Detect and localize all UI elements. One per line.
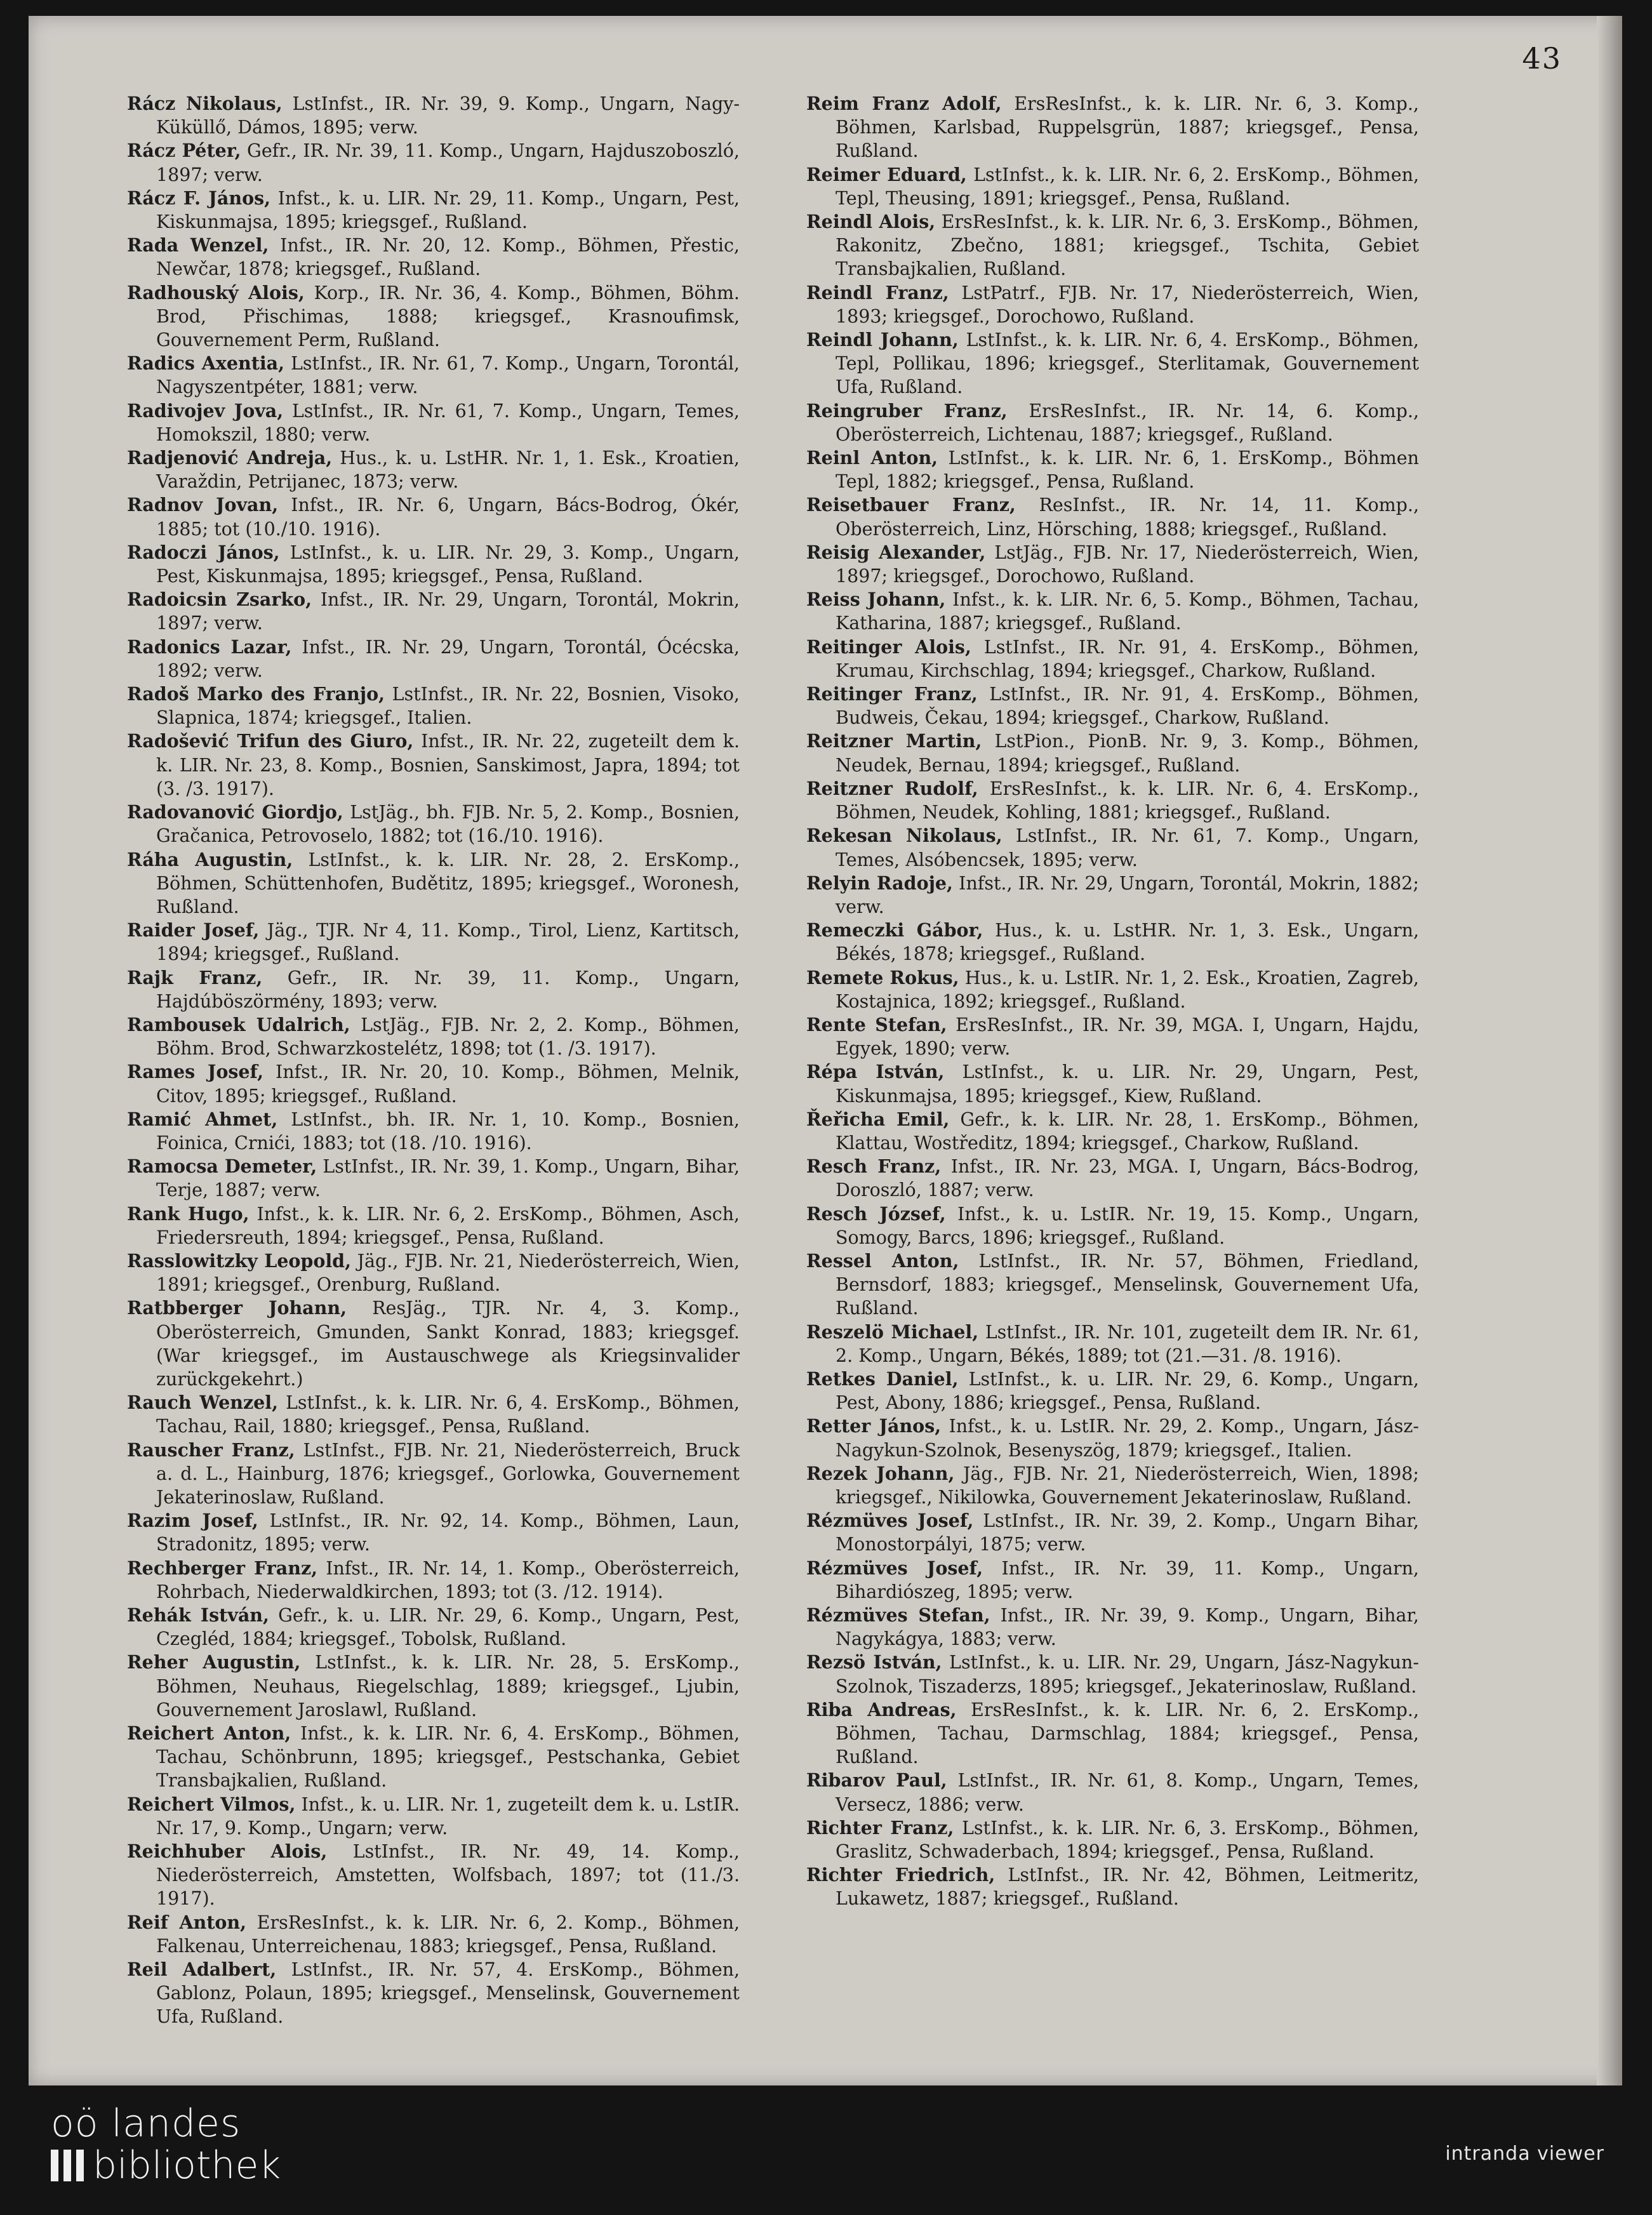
- entry-details: LstPatrf., FJB. Nr. 17, Niederösterreich, Wien, 1893; kriegsgef., Dorochowo, Rußland.: [836, 282, 1419, 327]
- register-entry: [127, 352, 740, 399]
- entry-details: ErsResInfst., k. k. LIR. Nr. 6, 2. ErsKomp., Böhmen, Tachau, Darmschlag, 1884; kriegsgef., Pensa, Rußland.: [836, 1699, 1419, 1768]
- register-entry: [806, 1367, 1419, 1414]
- document-page: [29, 16, 1622, 2085]
- register-entry: [806, 1816, 1419, 1863]
- page-number: 43: [1522, 41, 1562, 76]
- register-entry: [127, 1793, 740, 1840]
- register-entry: [806, 682, 1419, 729]
- register-entry: [806, 1414, 1419, 1461]
- viewer-label[interactable]: intranda viewer: [1445, 2143, 1604, 2165]
- register-entry: [806, 1202, 1419, 1249]
- entry-name: Reinl Anton,: [806, 447, 938, 469]
- entry-details: Infst., k. u. LstIR. Nr. 19, 15. Komp., Ungarn, Somogy, Barcs, 1896; kriegsgef., Rußland.: [836, 1203, 1419, 1248]
- entry-details: LstInfst., IR. Nr. 91, 4. ErsKomp., Böhmen, Krumau, Kirchschlag, 1894; kriegsgef., Charkow, Rußland.: [836, 636, 1419, 681]
- entry-details: Gefr., k. u. LIR. Nr. 29, 6. Komp., Ungarn, Pest, Czegléd, 1884; kriegsgef., Tobolsk, Rußland.: [156, 1605, 740, 1650]
- entry-details: ErsResInfst., k. k. LIR. Nr. 6, 3. ErsKomp., Böhmen, Rakonitz, Zbečno, 1881; kriegsgef., Tschita, Gebiet Transbajkalien, Rußland.: [836, 211, 1419, 280]
- register-entry: [127, 1202, 740, 1249]
- register-entry: [127, 1604, 740, 1651]
- logo-line-2-wrapper: [51, 2145, 281, 2186]
- register-entry: [127, 1391, 740, 1438]
- entry-details: LstInfst., IR. Nr. 57, 4. ErsKomp., Böhmen, Gablonz, Polaun, 1895; kriegsgef., Menselinsk, Gouvernement Ufa, Rußland.: [156, 1959, 740, 2028]
- entry-details: ErsResInfst., k. k. LIR. Nr. 6, 2. Komp., Böhmen, Falkenau, Unterreichenau, 1883; kriegsgef., Pensa, Rußland.: [156, 1912, 740, 1957]
- entry-details: LstInfst., IR. Nr. 39, 9. Komp., Ungarn, Nagy-Küküllő, Dámos, 1895; verw.: [156, 93, 740, 138]
- entry-name: Ramocsa Demeter,: [127, 1155, 317, 1178]
- entry-name: Reszelö Michael,: [806, 1320, 979, 1343]
- entry-name: Resch Franz,: [806, 1155, 942, 1178]
- register-entry: [806, 966, 1419, 1013]
- entry-details: Infst., IR. Nr. 39, 9. Komp., Ungarn, Bihar, Nagykágya, 1883; verw.: [836, 1605, 1419, 1650]
- entry-name: Ressel Anton,: [806, 1249, 959, 1272]
- register-entry: [127, 1060, 740, 1107]
- entry-name: Rajk Franz,: [127, 966, 263, 988]
- register-entry: [127, 729, 740, 801]
- entry-details: LstInfst., IR. Nr. 91, 4. ErsKomp., Böhmen, Budweis, Čekau, 1894; kriegsgef., Charkow, Rußland.: [836, 684, 1419, 729]
- entry-name: Rezsö István,: [806, 1651, 942, 1673]
- entry-details: Infst., IR. Nr. 20, 12. Komp., Böhmen, Přestic, Newčar, 1878; kriegsgef., Rußland.: [156, 235, 740, 280]
- entry-name: Ribarov Paul,: [806, 1769, 947, 1792]
- entry-details: LstInfst., k. k. LIR. Nr. 28, 2. ErsKomp., Böhmen, Schüttenhofen, Budětitz, 1895; kriegsgef., Woronesh, Rußland.: [156, 849, 740, 917]
- entry-name: Répa István,: [806, 1061, 945, 1083]
- entry-details: LstInfst., IR. Nr. 92, 14. Komp., Böhmen, Laun, Stradonitz, 1895; verw.: [156, 1510, 740, 1555]
- entry-name: Reif Anton,: [127, 1911, 247, 1933]
- entry-details: LstInfst., k. k. LIR. Nr. 6, 4. ErsKomp., Böhmen, Tachau, Rail, 1880; kriegsgef., Pensa, Rußland.: [156, 1392, 740, 1437]
- page-gutter: [1597, 16, 1622, 2085]
- entry-name: Rezek Johann,: [806, 1462, 955, 1484]
- entry-details: Hus., k. u. LstHR. Nr. 1, 3. Esk., Ungarn, Békés, 1878; kriegsgef., Rußland.: [836, 920, 1420, 965]
- entry-details: Infst., k. k. LIR. Nr. 6, 5. Komp., Böhmen, Tachau, Katharina, 1887; kriegsgef., Rußland.: [836, 589, 1420, 634]
- register-entry: [806, 1557, 1419, 1604]
- entry-name: Radošević Trifun des Giuro,: [127, 730, 414, 752]
- left-column: [127, 92, 740, 2029]
- register-entry: [127, 1911, 740, 1958]
- register-entry: [127, 1296, 740, 1391]
- entry-name: Radhouský Alois,: [127, 281, 305, 303]
- entry-details: LstInfst., k. k. LIR. Nr. 6, 4. ErsKomp., Böhmen, Tepl, Pollikau, 1896; kriegsgef., Sterlitamak, Gouvernement Ufa, Rußland.: [836, 329, 1419, 398]
- entry-details: LstInfst., k. k. LIR. Nr. 6, 1. ErsKomp., Böhmen Tepl, 1882; kriegsgef., Pensa, Rußland.: [836, 448, 1419, 493]
- register-entry: [127, 187, 740, 234]
- entry-details: Infst., IR. Nr. 29, Ungarn, Torontál, Mokrin, 1897; verw.: [156, 589, 740, 634]
- entry-name: Rácz Nikolaus,: [127, 93, 283, 114]
- register-entry: [806, 1320, 1419, 1367]
- entry-name: Radoš Marko des Franjo,: [127, 683, 385, 705]
- entry-name: Remete Rokus,: [806, 966, 959, 988]
- register-entry: [127, 1249, 740, 1296]
- entry-details: Korp., IR. Nr. 36, 4. Komp., Böhmen, Böhm. Brod, Přischimas, 1888; kriegsgef., Krasnoufimsk, Gouvernement Perm, Rußland.: [156, 282, 740, 351]
- entry-name: Reiss Johann,: [806, 589, 946, 611]
- entry-name: Radjenović Andreja,: [127, 447, 333, 469]
- entry-details: LstInfst., k. u. LIR. Nr. 29, 6. Komp., Ungarn, Pest, Abony, 1886; kriegsgef., Pensa, Rußland.: [836, 1368, 1419, 1414]
- entry-details: LstInfst., FJB. Nr. 21, Niederösterreich, Bruck a. d. L., Hainburg, 1876; kriegsgef., Gorlowka, Gouvernement Jekaterinoslaw, Rußland.: [156, 1439, 740, 1508]
- entry-name: Reichert Vilmos,: [127, 1793, 296, 1815]
- entry-details: Hus., k. u. LstHR. Nr. 1, 1. Esk., Kroatien, Varaždin, Petrijanec, 1873; verw.: [156, 448, 740, 493]
- register-entry: [127, 682, 740, 729]
- entry-name: Reim Franz Adolf,: [806, 93, 1002, 114]
- register-entry: [806, 1604, 1419, 1651]
- logo-bars-icon: [51, 2150, 84, 2181]
- entry-details: LstInfst., IR. Nr. 61, 7. Komp., Ungarn, Temes, Homokszil, 1880; verw.: [156, 400, 740, 445]
- register-entry: [806, 1060, 1419, 1107]
- entry-details: LstPion., PionB. Nr. 9, 3. Komp., Böhmen, Neudek, Bernau, 1894; kriegsgef., Rußland.: [836, 731, 1420, 776]
- entry-details: ResJäg., TJR. Nr. 4, 3. Komp., Oberösterreich, Gmunden, Sankt Konrad, 1883; kriegsgef. (War kriegsgef., im Austauschwege als Kriegsinvalider zurückgekehrt.): [156, 1298, 740, 1390]
- entry-name: Rekesan Nikolaus,: [806, 825, 1003, 847]
- register-entry: [806, 1769, 1419, 1816]
- register-entry: [806, 446, 1419, 493]
- register-entry: [127, 1013, 740, 1060]
- entry-details: LstInfst., bh. IR. Nr. 1, 10. Komp., Bosnien, Foinica, Crnići, 1883; tot (18. /10. 1916).: [156, 1108, 740, 1154]
- entry-name: Reher Augustin,: [127, 1651, 301, 1673]
- entry-details: LstInfst., k. u. LIR. Nr. 29, 3. Komp., Ungarn, Pest, Kiskunmajsa, 1895; kriegsgef., Pensa, Rußland.: [156, 542, 740, 587]
- entry-name: Retter János,: [806, 1415, 942, 1437]
- register-entry: [127, 1840, 740, 1911]
- register-entry: [806, 92, 1419, 163]
- register-entry: [127, 234, 740, 281]
- register-entry: [127, 635, 740, 682]
- entry-name: Rehák István,: [127, 1604, 269, 1626]
- register-entry: [127, 848, 740, 919]
- entry-details: Gefr., IR. Nr. 39, 11. Komp., Ungarn, Hajdúböszörmény, 1893; verw.: [156, 967, 740, 1012]
- entry-name: Radovanović Giordjo,: [127, 801, 343, 823]
- register-entry: [127, 281, 740, 352]
- register-entry: [806, 1509, 1419, 1556]
- entry-name: Resch József,: [806, 1202, 946, 1225]
- entry-name: Ráha Augustin,: [127, 848, 293, 870]
- entry-details: Gefr., IR. Nr. 39, 11. Komp., Ungarn, Hajduszoboszló, 1897; verw.: [156, 140, 740, 185]
- entry-details: LstInfst., IR. Nr. 49, 14. Komp., Niederösterreich, Amstetten, Wolfsbach, 1897; tot (11./3. 1917).: [156, 1841, 740, 1910]
- entry-name: Raider Josef,: [127, 919, 260, 941]
- entry-details: Infst., IR. Nr. 6, Ungarn, Bács-Bodrog, Ókér, 1885; tot (10./10. 1916).: [156, 495, 740, 540]
- entry-name: Reingruber Franz,: [806, 399, 1008, 422]
- logo-line-2: bibliothek: [93, 2143, 281, 2188]
- entry-details: Jäg., FJB. Nr. 21, Niederösterreich, Wien, 1891; kriegsgef., Orenburg, Rußland.: [156, 1250, 740, 1296]
- entry-name: Radics Axentia,: [127, 352, 285, 375]
- register-entry: [127, 493, 740, 540]
- register-entry: [806, 210, 1419, 281]
- entry-details: Infst., k. k. LIR. Nr. 6, 4. ErsKomp., Böhmen, Tachau, Schönbrunn, 1895; kriegsgef., Pestschanka, Gebiet Transbajkalien, Rußland.: [156, 1723, 740, 1792]
- register-entry: [127, 1108, 740, 1155]
- entry-name: Rasslowitzky Leopold,: [127, 1249, 352, 1272]
- register-entry: [806, 729, 1419, 776]
- entry-details: Infst., k. u. LstIR. Nr. 29, 2. Komp., Ungarn, Jász-Nagykun-Szolnok, Besenyszög, 1879; kriegsgef., Italien.: [836, 1416, 1420, 1461]
- entry-details: ErsResInfst., k. k. LIR. Nr. 6, 3. Komp., Böhmen, Karlsbad, Ruppelsgrün, 1887; kriegsgef., Pensa, Rußland.: [836, 93, 1419, 162]
- register-entry: [127, 966, 740, 1013]
- logo-line-1: oö landes: [51, 2101, 241, 2146]
- entry-name: Rente Stefan,: [806, 1013, 947, 1035]
- entry-details: LstInfst., k. u. LIR. Nr. 29, Ungarn, Jász-Nagykun-Szolnok, Tiszaderzs, 1895; kriegsgef., Jekaterinoslaw, Rußland.: [836, 1652, 1419, 1697]
- entry-details: LstJäg., bh. FJB. Nr. 5, 2. Komp., Bosnien, Gračanica, Petrovoselo, 1882; tot (16./10. 1916).: [156, 802, 740, 847]
- register-entry: [806, 281, 1419, 328]
- entry-details: LstInfst., k. k. LIR. Nr. 6, 2. ErsKomp., Böhmen, Tepl, Theusing, 1891; kriegsgef., Pensa, Rußland.: [836, 164, 1419, 209]
- entry-details: Hus., k. u. LstIR. Nr. 1, 2. Esk., Kroatien, Zagreb, Kostajnica, 1892; kriegsgef., Rußland.: [836, 967, 1419, 1012]
- entry-name: Radivojev Jova,: [127, 399, 284, 422]
- entry-name: Reitinger Alois,: [806, 635, 971, 658]
- entry-name: Radonics Lazar,: [127, 635, 292, 658]
- entry-name: Richter Friedrich,: [806, 1864, 996, 1886]
- entry-details: Infst., k. u. LIR. Nr. 1, zugeteilt dem k. u. LstIR. Nr. 17, 9. Komp., Ungarn; verw.: [156, 1793, 740, 1839]
- entry-details: LstInfst., k. u. LIR. Nr. 29, Ungarn, Pest, Kiskunmajsa, 1895; kriegsgef., Kiew, Rußland.: [836, 1061, 1419, 1107]
- register-entry: [806, 1462, 1419, 1509]
- register-entry: [806, 1863, 1419, 1910]
- register-entry: [127, 139, 740, 186]
- register-entry: [806, 1698, 1419, 1769]
- register-entry: [806, 1249, 1419, 1320]
- register-entry: [127, 919, 740, 966]
- register-entry: [127, 801, 740, 848]
- entry-details: Infst., IR. Nr. 23, MGA. I, Ungarn, Bács-Bodrog, Doroszló, 1887; verw.: [836, 1156, 1419, 1201]
- entry-details: Infst., IR. Nr. 29, Ungarn, Torontál, Ócécska, 1892; verw.: [156, 636, 740, 681]
- entry-details: ErsResInfst., IR. Nr. 39, MGA. I, Ungarn, Hajdu, Egyek, 1890; verw.: [836, 1014, 1419, 1060]
- entry-name: Ratbberger Johann,: [127, 1297, 347, 1319]
- register-entry: [806, 163, 1419, 210]
- entry-name: Rácz Péter,: [127, 140, 241, 162]
- register-entry: [806, 493, 1419, 540]
- entry-details: Jäg., FJB. Nr. 21, Niederösterreich, Wien, 1898; kriegsgef., Nikilowka, Gouvernement Jekaterinoslaw, Rußland.: [836, 1463, 1419, 1508]
- entry-name: Reil Adalbert,: [127, 1959, 277, 1981]
- register-entry: [806, 777, 1419, 824]
- entry-name: Reitinger Franz,: [806, 683, 978, 705]
- entry-details: ErsResInfst., k. k. LIR. Nr. 6, 4. ErsKomp., Böhmen, Neudek, Kohling, 1881; kriegsgef., Rußland.: [836, 778, 1419, 823]
- register-entry: [806, 919, 1419, 966]
- register-entry: [806, 635, 1419, 682]
- entry-name: Retkes Daniel,: [806, 1367, 959, 1390]
- entry-details: ResInfst., IR. Nr. 14, 11. Komp., Oberösterreich, Linz, Hörsching, 1888; kriegsgef., Rußland.: [836, 495, 1419, 540]
- register-entry: [127, 588, 740, 635]
- register-entry: [127, 1958, 740, 2029]
- entry-name: Radoicsin Zsarko,: [127, 589, 312, 611]
- register-entry: [806, 399, 1419, 446]
- entry-details: Gefr., k. k. LIR. Nr. 28, 1. ErsKomp., Böhmen, Klattau, Wostředitz, 1894; kriegsgef., Charkow, Rußland.: [836, 1108, 1419, 1154]
- entry-details: Infst., IR. Nr. 29, Ungarn, Torontál, Mokrin, 1882; verw.: [836, 872, 1419, 917]
- entry-name: Rambousek Udalrich,: [127, 1013, 350, 1035]
- entry-name: Reichhuber Alois,: [127, 1840, 328, 1863]
- entry-details: LstJäg., FJB. Nr. 2, 2. Komp., Böhmen, Böhm. Brod, Schwarzkostelétz, 1898; tot (1. /3. 1917).: [156, 1014, 740, 1060]
- register-entry: [127, 1155, 740, 1202]
- entry-details: LstInfst., IR. Nr. 39, 2. Komp., Ungarn Bihar, Monostorpályi, 1875; verw.: [836, 1510, 1419, 1555]
- entry-details: LstInfst., k. k. LIR. Nr. 6, 3. ErsKomp., Böhmen, Graslitz, Schwaderbach, 1894; kriegsgef., Pensa, Rußland.: [836, 1817, 1419, 1863]
- entry-name: Radoczi János,: [127, 541, 280, 563]
- register-entry: [806, 1013, 1419, 1060]
- entry-details: LstJäg., FJB. Nr. 17, Niederösterreich, Wien, 1897; kriegsgef., Dorochowo, Rußland.: [836, 542, 1419, 587]
- entry-name: Rank Hugo,: [127, 1202, 250, 1225]
- entry-details: Infst., IR. Nr. 39, 11. Komp., Ungarn, Bihardiószeg, 1895; verw.: [836, 1557, 1419, 1602]
- register-entry: [806, 1155, 1419, 1202]
- entry-name: Rauch Wenzel,: [127, 1392, 279, 1414]
- register-entry: [806, 541, 1419, 588]
- entry-name: Reitzner Rudolf,: [806, 777, 978, 799]
- entry-name: Rauscher Franz,: [127, 1439, 295, 1461]
- register-entry: [806, 824, 1419, 871]
- entry-name: Reichert Anton,: [127, 1722, 291, 1745]
- entry-name: Reisig Alexander,: [806, 541, 986, 563]
- entry-name: Rézmüves Stefan,: [806, 1604, 990, 1626]
- entry-details: LstInfst., k. k. LIR. Nr. 28, 5. ErsKomp., Böhmen, Neuhaus, Riegelschlag, 1889; kriegsgef., Ljubin, Gouvernement Jaroslawl, Rußland.: [156, 1652, 740, 1720]
- entry-details: LstInfst., IR. Nr. 42, Böhmen, Leitmeritz, Lukawetz, 1887; kriegsgef., Rußland.: [836, 1865, 1419, 1910]
- register-entry: [127, 1439, 740, 1510]
- entry-name: Reitzner Martin,: [806, 730, 982, 752]
- register-entry: [806, 1108, 1419, 1155]
- entry-name: Rézmüves Josef,: [806, 1557, 983, 1579]
- register-entry: [127, 399, 740, 446]
- entry-name: Reindl Franz,: [806, 281, 949, 303]
- register-entry: [127, 1509, 740, 1556]
- entry-name: Rézmüves Josef,: [806, 1510, 974, 1532]
- register-entry: [127, 541, 740, 588]
- entry-details: ErsResInfst., IR. Nr. 14, 6. Komp., Oberösterreich, Lichtenau, 1887; kriegsgef., Rußland.: [836, 400, 1419, 445]
- register-entry: [806, 588, 1419, 635]
- entry-name: Reindl Johann,: [806, 329, 959, 351]
- entry-name: Razim Josef,: [127, 1510, 258, 1532]
- right-column: [806, 92, 1419, 1911]
- entry-name: Relyin Radoje,: [806, 872, 953, 894]
- entry-details: Infst., k. u. LIR. Nr. 29, 11. Komp., Ungarn, Pest, Kiskunmajsa, 1895; kriegsgef., Rußland.: [156, 187, 740, 233]
- entry-details: LstInfst., IR. Nr. 22, Bosnien, Visoko, Slapnica, 1874; kriegsgef., Italien.: [156, 684, 740, 729]
- entry-name: Richter Franz,: [806, 1816, 954, 1839]
- library-logo[interactable]: [51, 2103, 281, 2186]
- register-entry: [127, 92, 740, 139]
- register-entry: [806, 328, 1419, 399]
- entry-name: Reimer Eduard,: [806, 163, 967, 185]
- entry-details: LstInfst., IR. Nr. 61, 7. Komp., Ungarn, Temes, Alsóbencsek, 1895; verw.: [836, 825, 1419, 870]
- register-entry: [127, 1722, 740, 1793]
- entry-details: LstInfst., IR. Nr. 57, Böhmen, Friedland, Bernsdorf, 1883; kriegsgef., Menselinsk, Gouvernement Ufa, Rußland.: [836, 1250, 1419, 1319]
- entry-name: Reindl Alois,: [806, 211, 936, 233]
- register-entry: [806, 1651, 1419, 1698]
- entry-name: Řeřicha Emil,: [806, 1108, 950, 1130]
- register-entry: [127, 446, 740, 493]
- entry-details: LstInfst., IR. Nr. 39, 1. Komp., Ungarn, Bihar, Terje, 1887; verw.: [156, 1156, 740, 1201]
- entry-details: LstInfst., IR. Nr. 61, 8. Komp., Ungarn, Temes, Versecz, 1886; verw.: [836, 1770, 1419, 1815]
- entry-name: Riba Andreas,: [806, 1698, 957, 1720]
- entry-details: LstInfst., IR. Nr. 101, zugeteilt dem IR. Nr. 61, 2. Komp., Ungarn, Békés, 1889; tot (21.—31. /8. 1916).: [836, 1321, 1420, 1366]
- entry-details: Infst., IR. Nr. 14, 1. Komp., Oberösterreich, Rohrbach, Niederwaldkirchen, 1893; tot (3. /12. 1914).: [156, 1557, 740, 1602]
- entry-name: Remeczki Gábor,: [806, 919, 983, 941]
- entry-name: Reisetbauer Franz,: [806, 494, 1016, 516]
- entry-details: LstInfst., IR. Nr. 61, 7. Komp., Ungarn, Torontál, Nagyszentpéter, 1881; verw.: [156, 353, 740, 398]
- entry-name: Ramić Ahmet,: [127, 1108, 278, 1130]
- entry-name: Rechberger Franz,: [127, 1557, 318, 1579]
- register-entry: [127, 1651, 740, 1722]
- entry-name: Radnov Jovan,: [127, 494, 279, 516]
- entry-name: Rada Wenzel,: [127, 234, 269, 256]
- entry-name: Rácz F. János,: [127, 187, 271, 209]
- entry-details: Infst., k. k. LIR. Nr. 6, 2. ErsKomp., Böhmen, Asch, Friedersreuth, 1894; kriegsgef., Pensa, Rußland.: [156, 1203, 740, 1248]
- entry-details: Jäg., TJR. Nr 4, 11. Komp., Tirol, Lienz, Kartitsch, 1894; kriegsgef., Rußland.: [156, 920, 740, 965]
- entry-details: Infst., IR. Nr. 20, 10. Komp., Böhmen, Melnik, Citov, 1895; kriegsgef., Rußland.: [156, 1061, 740, 1107]
- register-entry: [806, 872, 1419, 919]
- entry-name: Rames Josef,: [127, 1061, 264, 1083]
- entry-details: Infst., IR. Nr. 22, zugeteilt dem k. k. LIR. Nr. 23, 8. Komp., Bosnien, Sanskimost, Japra, 1894; tot (3. /3. 1917).: [156, 731, 740, 799]
- register-entry: [127, 1557, 740, 1604]
